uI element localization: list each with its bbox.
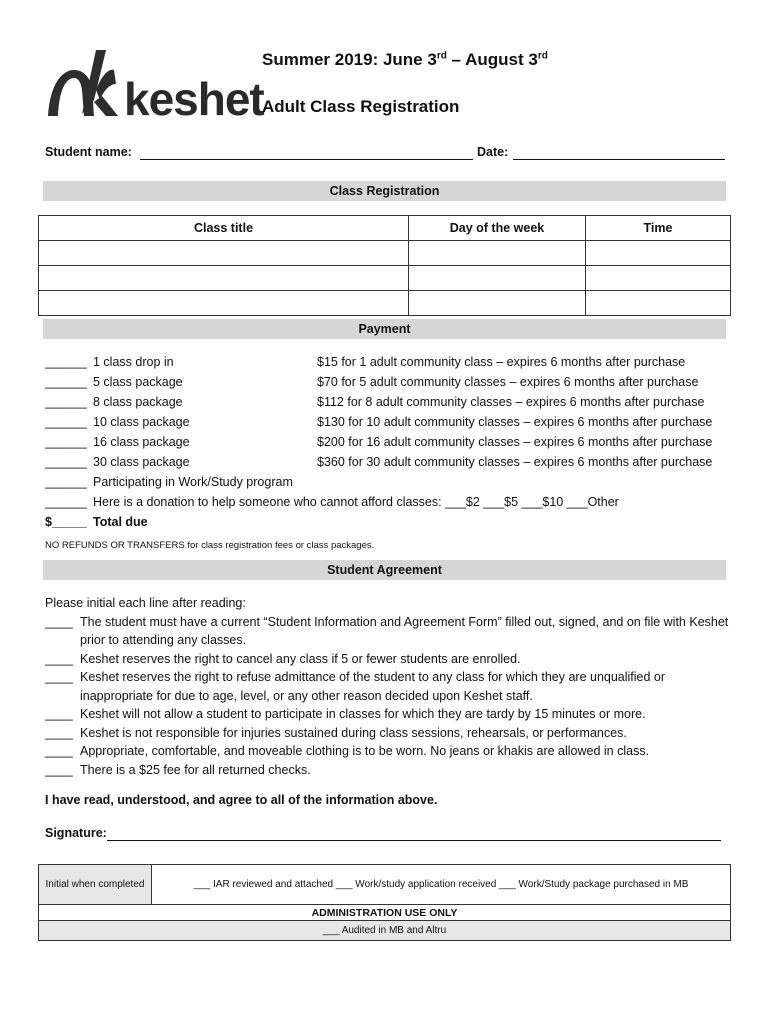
class-title-cell[interactable]	[39, 266, 409, 291]
admin-use-only-heading: ADMINISTRATION USE ONLY	[39, 905, 731, 921]
signature-label: Signature:	[45, 826, 107, 840]
initial-blank[interactable]: ____	[45, 725, 73, 740]
payment-blank[interactable]: ______	[45, 415, 87, 429]
agreement-text: The student must have a current “Student Information and Agreement Form” filled out, signed, and on file with Keshet prior to attending any classes.	[80, 614, 729, 647]
class-registration-heading: Class Registration	[43, 181, 726, 201]
agreement-item	[45, 761, 735, 780]
payment-heading: Payment	[43, 319, 726, 339]
day-cell[interactable]	[409, 266, 586, 291]
payment-option-row[interactable]	[45, 395, 735, 415]
logo-wordmark: keshet	[124, 73, 264, 125]
time-cell[interactable]	[586, 241, 731, 266]
column-header-day: Day of the week	[409, 216, 586, 241]
payment-blank[interactable]: ______	[45, 475, 87, 489]
initial-blank[interactable]: ____	[45, 614, 73, 629]
agreement-text: There is a $25 fee for all returned checks.	[80, 762, 311, 777]
payment-option-row[interactable]	[45, 435, 735, 455]
season-title: Summer 2019: June 3rd – August 3rd	[262, 50, 548, 69]
donation-label: Here is a donation to help someone who cannot afford classes: ___$2 ___$5 ___$10 ___Other	[93, 495, 619, 509]
payment-blank[interactable]: ______	[45, 355, 87, 369]
admin-table	[38, 864, 731, 941]
agreement-text: Appropriate, comfortable, and moveable clothing is to be worn. No jeans or khakis are allowed in class.	[80, 744, 650, 758]
total-due-row[interactable]	[45, 515, 735, 535]
agreement-text: Keshet will not allow a student to participate in classes for which they are tardy by 15 minutes or more.	[80, 707, 646, 721]
student-agreement-heading: Student Agreement	[43, 560, 726, 580]
payment-blank[interactable]: ______	[45, 435, 87, 449]
date-field[interactable]	[513, 159, 725, 160]
payment-option-row[interactable]	[45, 375, 735, 395]
payment-blank[interactable]: ______	[45, 375, 87, 389]
signature-field[interactable]	[107, 840, 721, 841]
agreement-text: Keshet reserves the right to refuse admittance of the student to any class for which they are unqualified or inappropriate for due to age, level, or any other reason decided upon Keshet staff.	[80, 670, 666, 703]
day-cell[interactable]	[409, 241, 586, 266]
work-study-label: Participating in Work/Study program	[93, 475, 293, 489]
initial-when-completed-label: Initial when completed	[39, 865, 152, 905]
payment-option-label: 5 class package	[93, 375, 183, 389]
initial-blank[interactable]: ____	[45, 670, 73, 684]
audited-field[interactable]: ___ Audited in MB and Altru	[39, 921, 731, 941]
payment-option-price: $15 for 1 adult community class – expires 6 months after purchase	[317, 355, 686, 369]
class-registration-table	[38, 215, 731, 316]
time-cell[interactable]	[586, 291, 731, 316]
payment-option-row[interactable]	[45, 415, 735, 435]
payment-blank[interactable]: ______	[45, 455, 87, 469]
agreement-intro: Please initial each line after reading:	[45, 596, 246, 610]
initial-blank[interactable]: ____	[45, 651, 73, 666]
payment-blank[interactable]: ______	[45, 395, 87, 409]
initial-blank[interactable]: ____	[45, 707, 73, 721]
initial-blank[interactable]: ____	[45, 744, 73, 758]
initial-blank[interactable]: ____	[45, 762, 73, 777]
payment-option-price: $200 for 16 adult community classes – expires 6 months after purchase	[317, 435, 713, 449]
agreement-item	[45, 613, 735, 650]
payment-option-row[interactable]	[45, 455, 735, 475]
agreement-text: Keshet reserves the right to cancel any class if 5 or fewer students are enrolled.	[80, 651, 521, 666]
total-due-label: Total due	[93, 515, 148, 529]
agreement-item	[45, 705, 735, 724]
column-header-class-title: Class title	[39, 216, 409, 241]
payment-option-price: $130 for 10 adult community classes – expires 6 months after purchase	[317, 415, 713, 429]
agreement-text: Keshet is not responsible for injuries sustained during class sessions, rehearsals, or performances.	[80, 725, 627, 740]
student-name-label: Student name:	[45, 145, 132, 159]
class-title-cell[interactable]	[39, 291, 409, 316]
payment-blank[interactable]: ______	[45, 495, 87, 509]
payment-option-row[interactable]	[45, 355, 735, 375]
agreement-item	[45, 724, 735, 743]
total-due-blank[interactable]: $_____	[45, 515, 87, 529]
day-cell[interactable]	[409, 291, 586, 316]
donation-row[interactable]	[45, 495, 735, 515]
student-name-field[interactable]	[140, 159, 473, 160]
date-label: Date:	[477, 145, 509, 159]
agreement-item	[45, 650, 735, 669]
work-study-row[interactable]	[45, 475, 735, 495]
payment-option-price: $112 for 8 adult community classes – expires 6 months after purchase	[317, 395, 705, 409]
agreement-list	[45, 594, 735, 779]
class-title-cell[interactable]	[39, 241, 409, 266]
form-subtitle: Adult Class Registration	[262, 97, 460, 116]
payment-option-label: 10 class package	[93, 415, 190, 429]
column-header-time: Time	[586, 216, 731, 241]
agreement-item	[45, 742, 735, 761]
payment-option-label: 16 class package	[93, 435, 190, 449]
agreement-confirmation: I have read, understood, and agree to all of the information above.	[45, 793, 438, 807]
payment-option-label: 8 class package	[93, 395, 183, 409]
payment-option-price: $360 for 30 adult community classes – expires 6 months after purchase	[317, 455, 713, 469]
agreement-item	[45, 668, 735, 705]
payment-option-label: 30 class package	[93, 455, 190, 469]
no-refunds-note: NO REFUNDS OR TRANSFERS for class registration fees or class packages.	[45, 540, 375, 551]
admin-checks[interactable]: ___ IAR reviewed and attached ___ Work/study application received ___ Work/Study package purchased in MB	[152, 865, 731, 905]
payment-option-price: $70 for 5 adult community classes – expires 6 months after purchase	[317, 375, 699, 389]
payment-option-label: 1 class drop in	[93, 355, 174, 369]
time-cell[interactable]	[586, 266, 731, 291]
